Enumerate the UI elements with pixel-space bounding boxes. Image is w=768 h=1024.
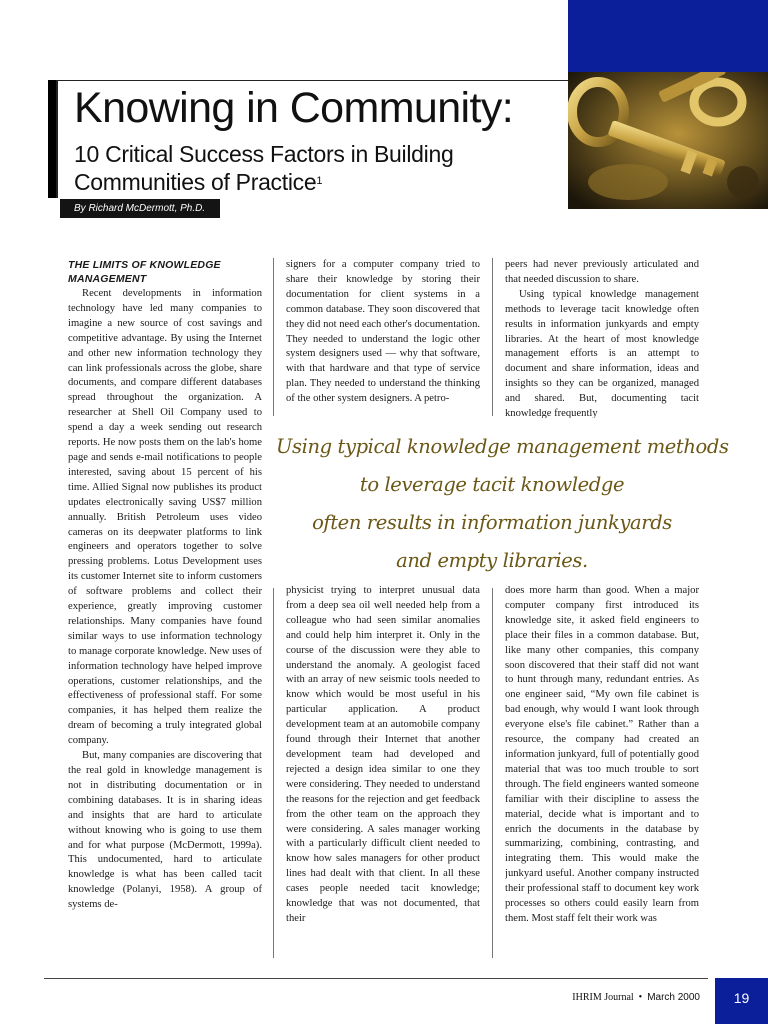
article-subtitle: 10 Critical Success Factors in Building Communities of Practice$^1$ bbox=[74, 141, 454, 195]
pull-quote-line: and empty libraries. bbox=[396, 549, 588, 572]
pull-quote bbox=[276, 428, 729, 580]
footnote-mark: 1 bbox=[316, 175, 323, 187]
text-column-2-bottom bbox=[286, 584, 480, 962]
header-color-block bbox=[568, 0, 768, 72]
paragraph: does more harm than good. When a major computer company first introduced its knowledge site, it asked field engineers to place their files in a common database. But, like many other companies, this company soon discovered that their staff did not want to hunt through many, redundant entries. As one engineer said, “My own file cabinet is bad enough, why would I want look through everyone else's file cabinet.” Rather than a resource, the company had created an information junkyard, full of potentially good material that was too much trouble to sort through. The field engineers wanted someone familiar with their discipline to assess the material, decide what is important and to enrich the documents in the database by summarizing, combining, contrasting, and integrating them. This would make the junkyard useful. Another company instructed their professional staff to document key work processes so others could easily learn from them. Most staff felt their work was bbox=[505, 585, 699, 924]
keys-photo bbox=[568, 72, 768, 209]
paragraph: Using typical knowledge management methods to leverage tacit knowledge often results in information junkyards and empty libraries. At the heart of most knowledge management efforts is an attempt to document and share information, ideas and insights so they can be organized, managed and shared. But, documenting tacit knowledge frequently bbox=[505, 288, 699, 418]
pull-quote-line: to leverage tacit knowledge bbox=[359, 473, 625, 496]
column-divider bbox=[273, 258, 274, 416]
text-column-1 bbox=[68, 258, 262, 962]
paragraph: physicist trying to interpret unusual data from a deep sea oil well needed help from a colleague who had seen similar anomalies and could help him interpret it. Only in the course of the discussion were they able to understand the anomaly. A geologist faced with an array of new seismic tools needed to know which would be most useful in his particular application. A product development team at an automobile company found through their Internet that another development team had developed and rejected a design idea similar to one they were considering. They needed to understand the reasons for the rejection and get feedback from the other team on the approach they were considering. A sales manager working with a particularly difficult client needed to know how sales managers for other product lines had dealt with that client. In all these cases people needed tacit knowledge; knowledge that was not documented, that their bbox=[286, 585, 480, 924]
text-column-3-top bbox=[505, 258, 699, 418]
journal-name: IHRIM Journal bbox=[572, 992, 634, 1003]
text-column-2-top bbox=[286, 258, 480, 418]
paragraph: signers for a computer company tried to share their knowledge by storing their documentation for client systems in a common database. They soon discovered that they did not need each other's documentation. They needed to understand the logic other system designers used — why that software, with that hardware and that type of service plan. They needed to understand the thinking of the other system designers. A petro- bbox=[286, 259, 480, 405]
footer-citation bbox=[480, 990, 700, 1006]
column-divider bbox=[273, 588, 274, 958]
pull-quote-line: Using typical knowledge management methods bbox=[276, 435, 729, 458]
page-number: 19 bbox=[715, 978, 768, 1024]
footer-separator: • bbox=[638, 992, 643, 1003]
article-title: Knowing in Community: bbox=[74, 84, 514, 132]
footer-rule bbox=[44, 978, 708, 979]
section-heading: THE LIMITS OF KNOWLEDGE MANAGEMENT bbox=[68, 259, 221, 285]
author-byline: By Richard McDermott, Ph.D. bbox=[60, 199, 220, 218]
issue-date: March 2000 bbox=[647, 992, 700, 1003]
pull-quote-line: often results in information junkyards bbox=[312, 511, 672, 534]
column-divider bbox=[492, 588, 493, 958]
paragraph: Recent developments in information technology have led many companies to imagine a new source of cost savings and competitive advantage. By using the Internet and other new information technology they can link professionals across the globe, share documents, and compare different databases spread throughout the organization. A researcher at Shell Oil Company used to spend a day a week sending out research reports. He now posts them on the lab's home page and sends e-mail notifications to people interested, saving about 15 percent of his time. Allied Signal now publishes its product updates electronically saving US$7 million annually. British Petroleum uses video cameras on its deepwater platforms to link engineers and operators together to solve pressing problems. Lotus Development uses its customer Internet site to inform customers of software problems and collect their experience, greatly improving customer relationships. Many companies have found similar ways to use information technology to manage corporate knowledge. New uses of information technology have helped improve operations, customer relationships, and the effectiveness of professional staff. For some companies, it has helped them realize the dream of becoming a truly integrated global company. bbox=[68, 288, 262, 747]
paragraph: peers had never previously articulated and that needed discussion to share. bbox=[505, 259, 699, 285]
paragraph: But, many companies are discovering that the real gold in knowledge management is not in distributing documentation or in combining databases. It is in sharing ideas and insights that are hard to articulate without knowing who is going to use them and for what purpose (McDermott, 1999a). This undocumented, hard to articulate knowledge is what has been called tacit knowledge (Polanyi, 1958). A group of systems de- bbox=[68, 750, 262, 911]
column-divider bbox=[492, 258, 493, 416]
text-column-3-bottom bbox=[505, 584, 699, 962]
